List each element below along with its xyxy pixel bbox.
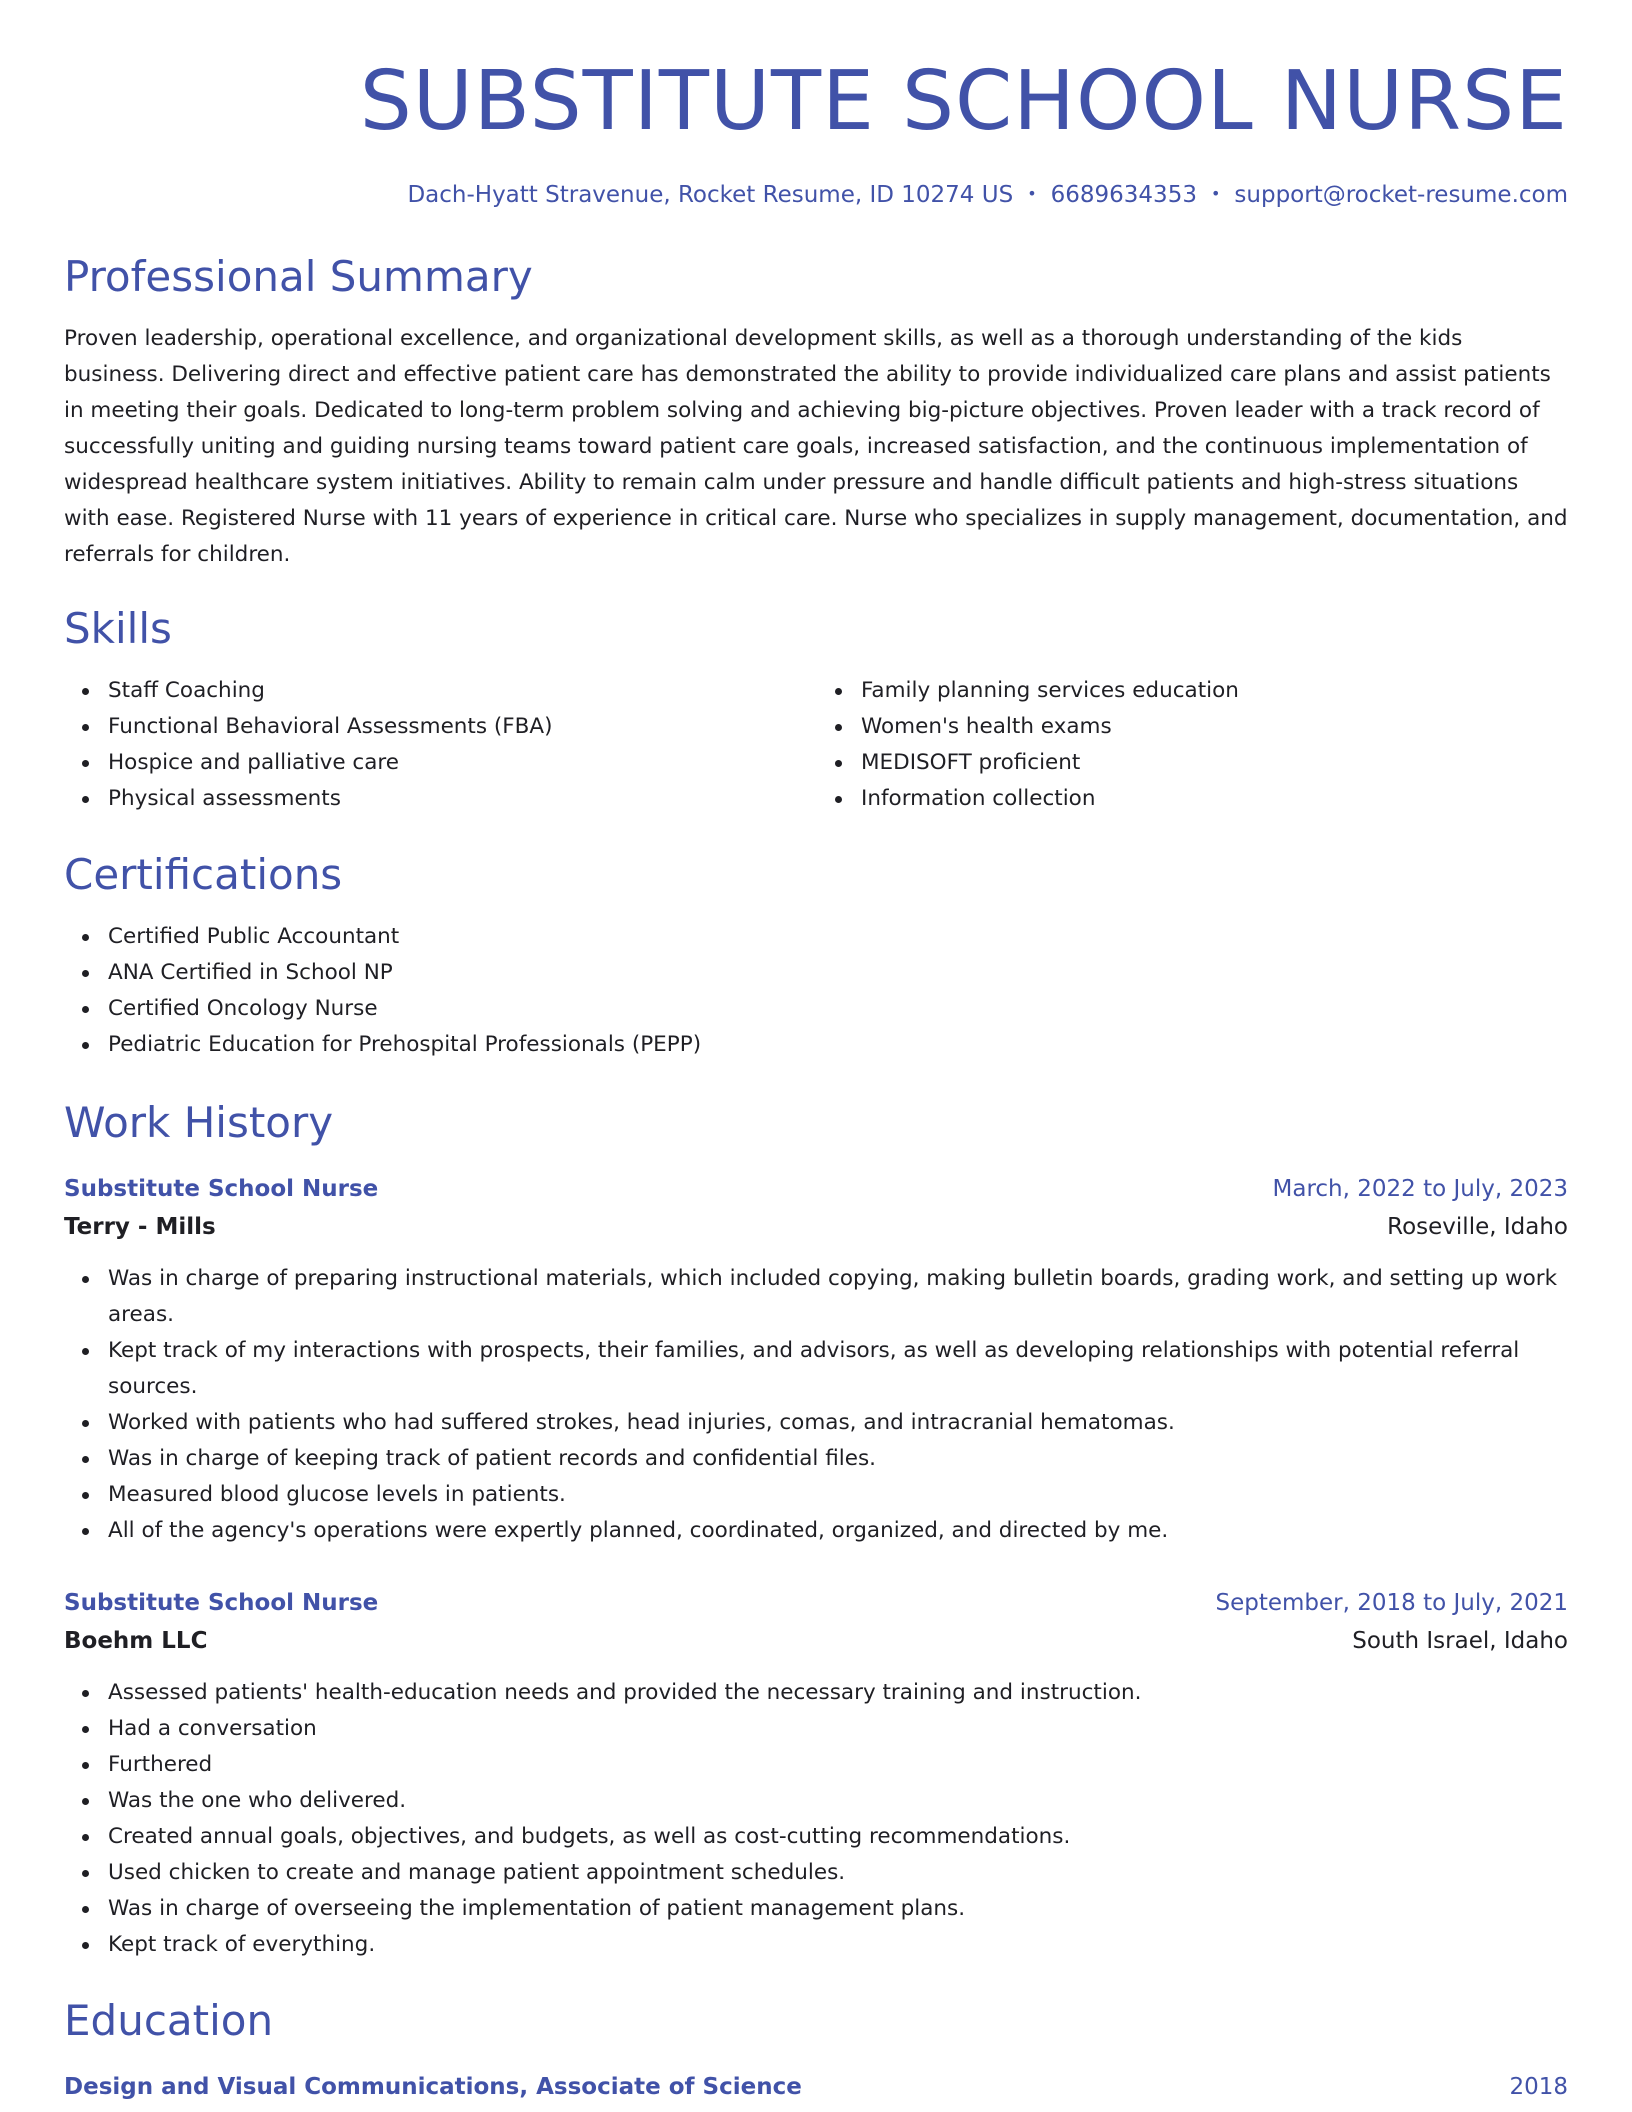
certification-item: Certified Public Accountant	[108, 919, 1568, 955]
education-entry	[64, 2069, 1568, 2105]
job-bullet: Had a conversation	[108, 1711, 1568, 1747]
job-location: South Israel, Idaho	[1352, 1628, 1568, 1654]
section-heading-education: Education	[64, 1996, 274, 2045]
job-bullet: Was in charge of overseeing the implementation of patient management plans.	[108, 1891, 1568, 1927]
skills-list-left	[64, 673, 815, 817]
email-link[interactable]: support@rocket-resume.com	[1234, 182, 1568, 208]
certification-item: Certified Oncology Nurse	[108, 991, 1568, 1027]
job-bullet: Was in charge of preparing instructional materials, which included copying, making bulletin boards, grading work, and setting up work areas.	[108, 1261, 1568, 1333]
job-title: Substitute School Nurse	[64, 1590, 379, 1616]
section-heading-certifications: Certifications	[64, 850, 343, 899]
job-bullet: Measured blood glucose levels in patients.	[108, 1477, 1568, 1513]
certification-item: ANA Certified in School NP	[108, 955, 1568, 991]
certification-item: Pediatric Education for Prehospital Professionals (PEPP)	[108, 1027, 1568, 1063]
job-bullet: Assessed patients' health-education needs and provided the necessary training and instruction.	[108, 1675, 1568, 1711]
job-bullet: Furthered	[108, 1747, 1568, 1783]
skill-item: Staff Coaching	[108, 673, 815, 709]
job-entry	[64, 1171, 1568, 1549]
contact-line	[64, 178, 1568, 211]
certifications-list	[64, 919, 1568, 1063]
skill-item: MEDISOFT proficient	[861, 745, 1568, 781]
separator-dot: •	[1210, 184, 1221, 203]
job-bullet: All of the agency's operations were expertly planned, coordinated, organized, and directed by me.	[108, 1513, 1568, 1549]
job-dates: March, 2022 to July, 2023	[1272, 1176, 1568, 1202]
job-bullet: Was in charge of keeping track of patient records and confidential files.	[108, 1441, 1568, 1477]
job-bullet: Created annual goals, objectives, and budgets, as well as cost-cutting recommendations.	[108, 1819, 1568, 1855]
skill-item: Physical assessments	[108, 781, 815, 817]
skill-item: Family planning services education	[861, 673, 1568, 709]
section-heading-summary: Professional Summary	[64, 252, 533, 301]
education-degree: Design and Visual Communications, Associate of Science	[64, 2074, 802, 2100]
job-entry	[64, 1585, 1568, 1963]
skill-item: Women's health exams	[861, 709, 1568, 745]
job-title: Substitute School Nurse	[64, 1176, 379, 1202]
job-dates: September, 2018 to July, 2021	[1215, 1590, 1568, 1616]
job-bullet: Worked with patients who had suffered strokes, head injuries, comas, and intracranial hematomas.	[108, 1405, 1568, 1441]
job-company: Boehm LLC	[64, 1628, 208, 1654]
job-bullet: Kept track of my interactions with prospects, their families, and advisors, as well as developing relationships with potential referral sources.	[108, 1333, 1568, 1405]
skill-item: Hospice and palliative care	[108, 745, 815, 781]
education-year: 2018	[1509, 2074, 1568, 2100]
candidate-name: SUBSTITUTE SCHOOL NURSE	[359, 54, 1568, 149]
section-heading-work-history: Work History	[64, 1098, 334, 1147]
job-bullet: Kept track of everything.	[108, 1927, 1568, 1963]
job-bullets	[64, 1261, 1568, 1549]
summary-text: Proven leadership, operational excellence, and organizational development skills, as well as a thorough understanding of the kids business. Delivering direct and effective patient care has demonstrated the ability to provide individualized care plans and assist patients in meeting their goals. Dedicated to long-term problem solving and achieving big-picture objectives. Proven leader with a track record of successfully uniting and guiding nursing teams toward patient care goals, increased satisfaction, and the continuous implementation of widespread healthcare system initiatives. Ability to remain calm under pressure and handle difficult patients and high-stress situations with ease. Registered Nurse with 11 years of experience in critical care. Nurse who specializes in supply management, documentation, and referrals for children.	[64, 326, 1568, 567]
phone[interactable]: 6689634353	[1050, 182, 1197, 208]
job-bullet: Was the one who delivered.	[108, 1783, 1568, 1819]
job-bullets	[64, 1675, 1568, 1963]
job-company: Terry - Mills	[64, 1214, 216, 1240]
skills-list-right	[815, 673, 1568, 817]
job-location: Roseville, Idaho	[1387, 1214, 1568, 1240]
job-bullet: Used chicken to create and manage patient appointment schedules.	[108, 1855, 1568, 1891]
section-heading-skills: Skills	[64, 604, 172, 653]
skill-item: Information collection	[861, 781, 1568, 817]
skills-grid	[64, 673, 1568, 817]
skill-item: Functional Behavioral Assessments (FBA)	[108, 709, 815, 745]
separator-dot: •	[1027, 184, 1037, 203]
address: Dach-Hyatt Stravenue, Rocket Resume, ID 10274 US	[407, 182, 1014, 208]
